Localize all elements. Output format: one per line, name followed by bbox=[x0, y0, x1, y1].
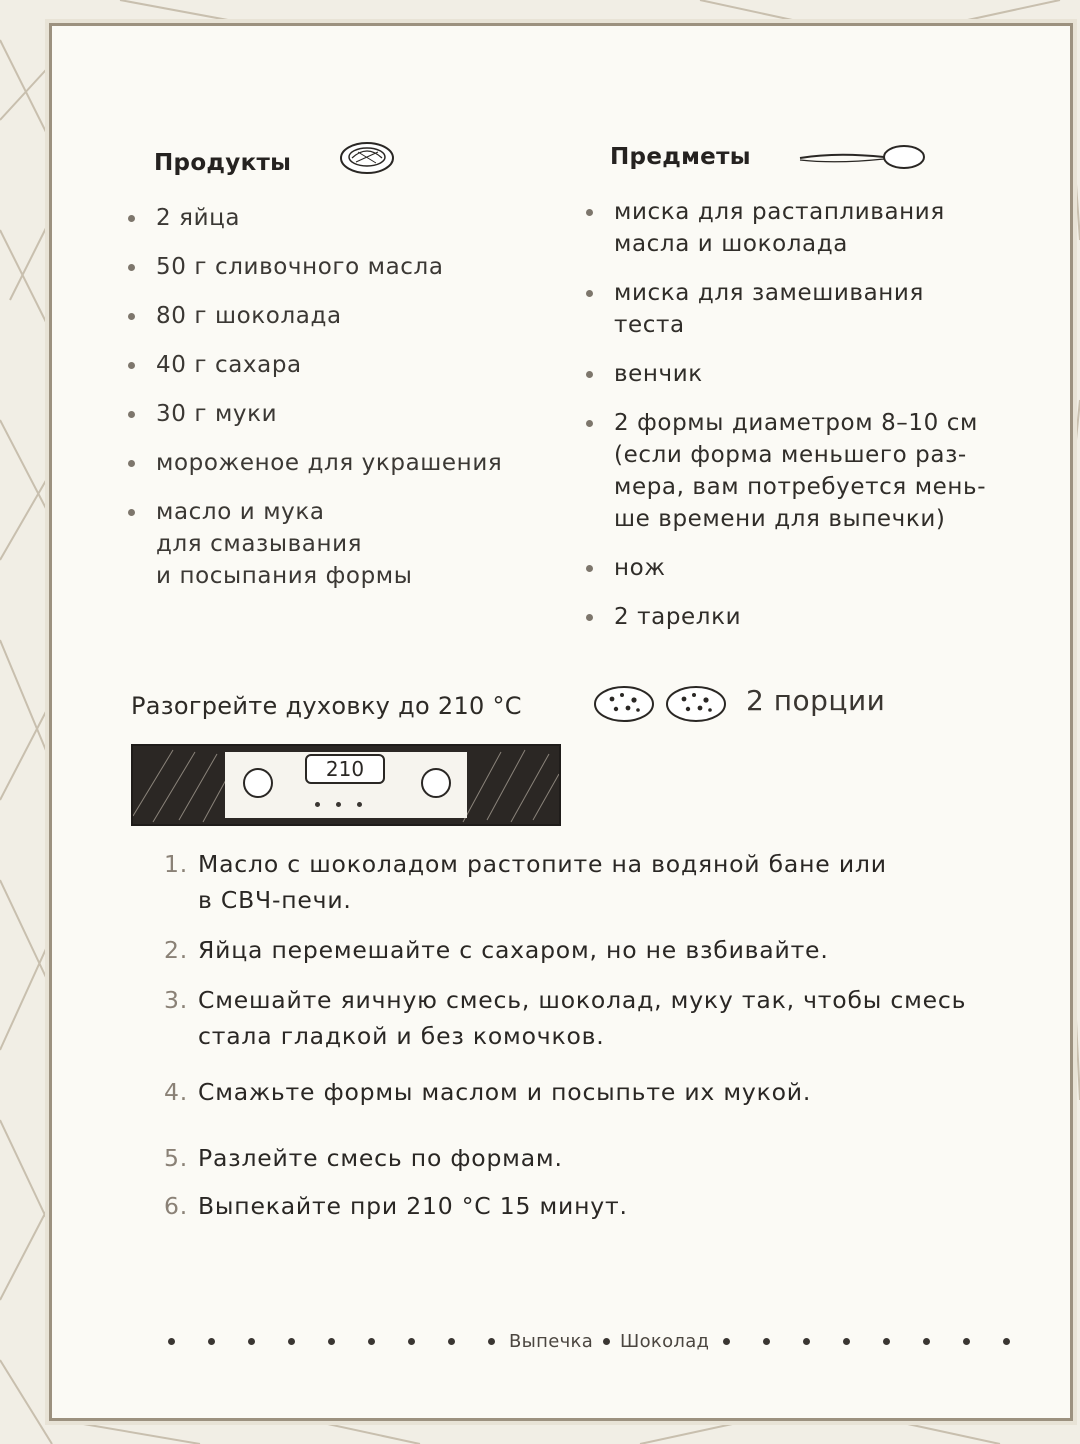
product-item: 40 г сахара bbox=[126, 349, 566, 381]
step-number: 1. bbox=[164, 850, 189, 878]
footer-dot bbox=[248, 1338, 255, 1345]
step-text: Выпекайте при 210 °C 15 минут. bbox=[198, 1192, 628, 1220]
step-text: Масло с шоколадом растопите на водяной бане или в СВЧ-печи. bbox=[198, 850, 887, 914]
oven-display: 210 bbox=[305, 754, 385, 784]
footer-tag-baking: Выпечка bbox=[509, 1331, 594, 1352]
spoon-icon bbox=[796, 142, 928, 174]
step-number: 2. bbox=[164, 936, 189, 964]
oven-knob-right bbox=[421, 768, 451, 798]
step-item bbox=[164, 982, 1024, 1054]
cookie-icon bbox=[592, 684, 732, 724]
oven-indicators bbox=[315, 792, 362, 811]
footer-dot bbox=[603, 1338, 610, 1345]
step-number: 6. bbox=[164, 1192, 189, 1220]
footer-dot bbox=[843, 1338, 850, 1345]
footer-dot bbox=[763, 1338, 770, 1345]
footer-dot bbox=[923, 1338, 930, 1345]
footer-dot bbox=[883, 1338, 890, 1345]
tool-item: 2 формы диаметром 8–10 см (если форма меньшего раз- мера, вам потребуется мень- ше времени для выпечки) bbox=[584, 407, 1054, 535]
recipe-page bbox=[52, 26, 1070, 1418]
step-text: Смажьте формы маслом и посыпьте их мукой. bbox=[198, 1078, 812, 1106]
bread-icon bbox=[338, 138, 396, 178]
product-item: 50 г сливочного масла bbox=[126, 251, 566, 283]
footer-dot bbox=[1003, 1338, 1010, 1345]
footer-dot bbox=[963, 1338, 970, 1345]
step-text: Яйца перемешайте с сахаром, но не взбивайте. bbox=[198, 936, 829, 964]
step-item bbox=[164, 1188, 1024, 1224]
product-item: масло и мука для смазывания и посыпания формы bbox=[126, 496, 566, 592]
products-title: Продукты bbox=[154, 150, 292, 176]
tools-title: Предметы bbox=[610, 144, 751, 170]
step-text: Смешайте яичную смесь, шоколад, муку так, чтобы смесь стала гладкой и без комочков. bbox=[198, 986, 967, 1050]
footer-dot bbox=[368, 1338, 375, 1345]
footer-dot bbox=[288, 1338, 295, 1345]
oven-panel bbox=[131, 744, 561, 826]
footer-dot bbox=[488, 1338, 495, 1345]
footer-dot bbox=[408, 1338, 415, 1345]
tool-item: нож bbox=[584, 552, 1054, 584]
footer-dot bbox=[723, 1338, 730, 1345]
footer-tag-chocolate: Шоколад bbox=[620, 1331, 710, 1352]
step-number: 4. bbox=[164, 1078, 189, 1106]
footer-dot bbox=[803, 1338, 810, 1345]
tool-item: миска для растапливания масла и шоколада bbox=[584, 196, 1054, 260]
product-item: 30 г муки bbox=[126, 398, 566, 430]
tool-item: миска для замешивания теста bbox=[584, 277, 1054, 341]
step-text: Разлейте смесь по формам. bbox=[198, 1144, 563, 1172]
steps-list bbox=[164, 846, 1024, 1224]
footer-dot bbox=[168, 1338, 175, 1345]
step-item bbox=[164, 1074, 1024, 1110]
tool-item: 2 тарелки bbox=[584, 601, 1054, 633]
servings-count: 2 порции bbox=[746, 684, 886, 717]
footer-dot bbox=[328, 1338, 335, 1345]
step-number: 3. bbox=[164, 986, 189, 1014]
footer-nav bbox=[168, 1331, 1010, 1352]
preheat-instruction: Разогрейте духовку до 210 °C bbox=[131, 692, 522, 720]
step-item bbox=[164, 932, 1024, 968]
products-list bbox=[126, 202, 566, 609]
step-number: 5. bbox=[164, 1144, 189, 1172]
product-item: 80 г шоколада bbox=[126, 300, 566, 332]
footer-dot bbox=[448, 1338, 455, 1345]
oven-knob-left bbox=[243, 768, 273, 798]
footer-dot bbox=[208, 1338, 215, 1345]
step-item bbox=[164, 846, 1024, 918]
tool-item: венчик bbox=[584, 358, 1054, 390]
step-item bbox=[164, 1140, 1024, 1176]
tools-list bbox=[584, 196, 1054, 650]
product-item: 2 яйца bbox=[126, 202, 566, 234]
product-item: мороженое для украшения bbox=[126, 447, 566, 479]
